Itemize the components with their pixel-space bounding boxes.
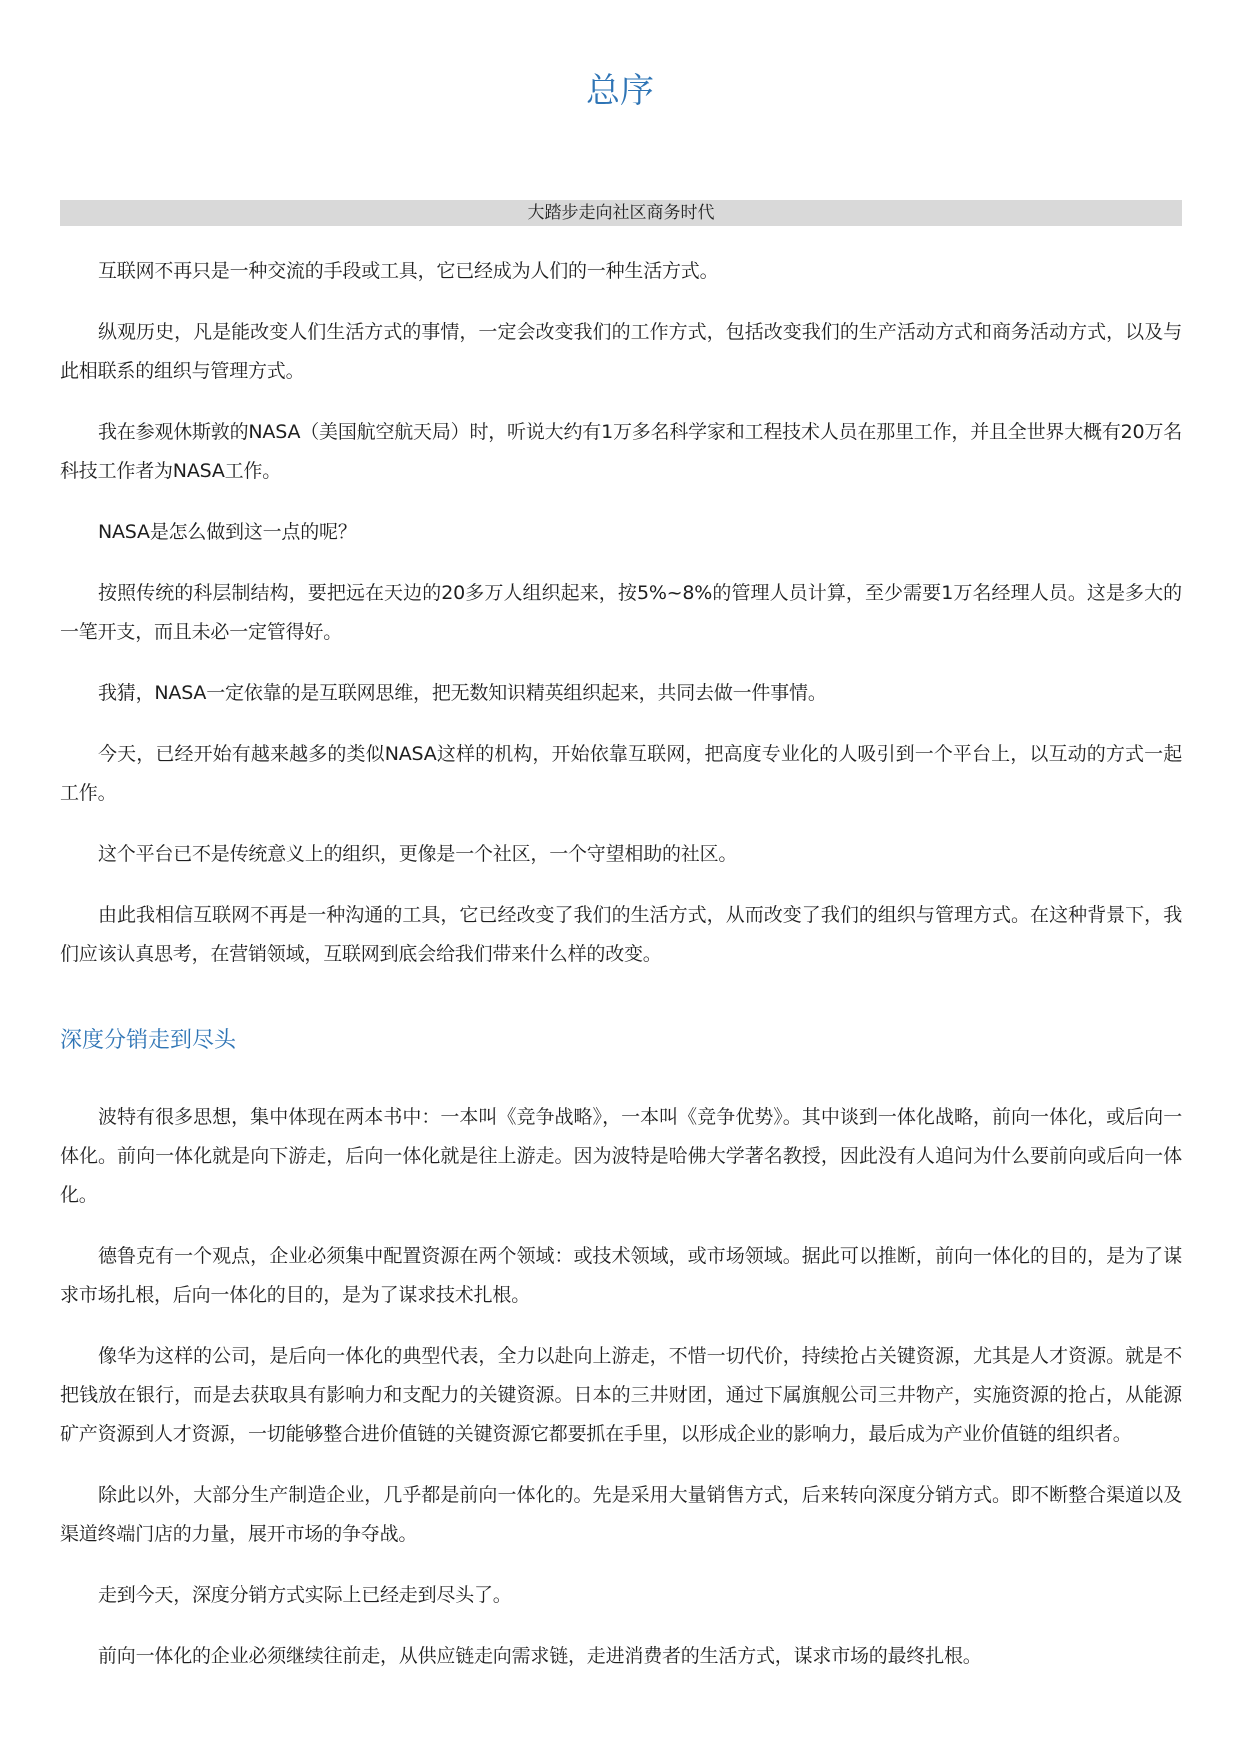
subtitle-banner: 大踏步走向社区商务时代 (60, 200, 1182, 226)
paragraph: 除此以外，大部分生产制造企业，几乎都是前向一体化的。先是采用大量销售方式，后来转向深度分销方式。即不断整合渠道以及渠道终端门店的力量，展开市场的争夺战。 (60, 1484, 1182, 1545)
paragraph: 德鲁克有一个观点，企业必须集中配置资源在两个领域：或技术领域，或市场领域。据此可以推断，前向一体化的目的，是为了谋求市场扎根，后向一体化的目的，是为了谋求技术扎根。 (60, 1245, 1182, 1306)
paragraph: 按照传统的科层制结构，要把远在天边的20多万人组织起来，按5%~8%的管理人员计算，至少需要1万名经理人员。这是多大的一笔开支，而且未必一定管得好。 (60, 582, 1182, 643)
paragraph: NASA是怎么做到这一点的呢？ (98, 521, 357, 543)
page-title: 总序 (586, 71, 654, 111)
body-content (60, 252, 1182, 1698)
paragraph: 波特有很多思想，集中体现在两本书中：一本叫《竞争战略》，一本叫《竞争优势》。其中谈到一体化战略，前向一体化，或后向一体化。前向一体化就是向下游走，后向一体化就是往上游走。因为波特是哈佛大学著名教授，因此没有人追问为什么要前向或后向一体化。 (60, 1106, 1182, 1206)
section-heading: 深度分销走到尽头 (60, 1028, 237, 1053)
paragraph: 由此我相信互联网不再是一种沟通的工具，它已经改变了我们的生活方式，从而改变了我们的组织与管理方式。在这种背景下，我们应该认真思考，在营销领域，互联网到底会给我们带来什么样的改变。 (60, 904, 1182, 965)
paragraph: 今天，已经开始有越来越多的类似NASA这样的机构，开始依靠互联网，把高度专业化的人吸引到一个平台上，以互动的方式一起工作。 (60, 743, 1182, 804)
paragraph: 走到今天，深度分销方式实际上已经走到尽头了。 (98, 1584, 512, 1606)
paragraph: 我猜，NASA一定依靠的是互联网思维，把无数知识精英组织起来，共同去做一件事情。 (98, 682, 827, 704)
paragraph: 纵观历史，凡是能改变人们生活方式的事情，一定会改变我们的工作方式，包括改变我们的生产活动方式和商务活动方式，以及与此相联系的组织与管理方式。 (60, 321, 1182, 382)
paragraph: 前向一体化的企业必须继续往前走，从供应链走向需求链，走进消费者的生活方式，谋求市场的最终扎根。 (98, 1645, 982, 1667)
paragraph: 这个平台已不是传统意义上的组织，更像是一个社区，一个守望相助的社区。 (98, 843, 738, 865)
paragraph: 互联网不再只是一种交流的手段或工具，它已经成为人们的一种生活方式。 (98, 260, 719, 282)
paragraph: 我在参观休斯敦的NASA（美国航空航天局）时，听说大约有1万多名科学家和工程技术人员在那里工作，并且全世界大概有20万名科技工作者为NASA工作。 (60, 421, 1182, 482)
paragraph: 像华为这样的公司，是后向一体化的典型代表，全力以赴向上游走，不惜一切代价，持续抢占关键资源，尤其是人才资源。就是不把钱放在银行，而是去获取具有影响力和支配力的关键资源。日本的三井财团，通过下属旗舰公司三井物产，实施资源的抢占，从能源矿产资源到人才资源，一切能够整合进价值链的关键资源它都要抓在手里，以形成企业的影响力，最后成为产业价值链的组织者。 (60, 1345, 1182, 1445)
